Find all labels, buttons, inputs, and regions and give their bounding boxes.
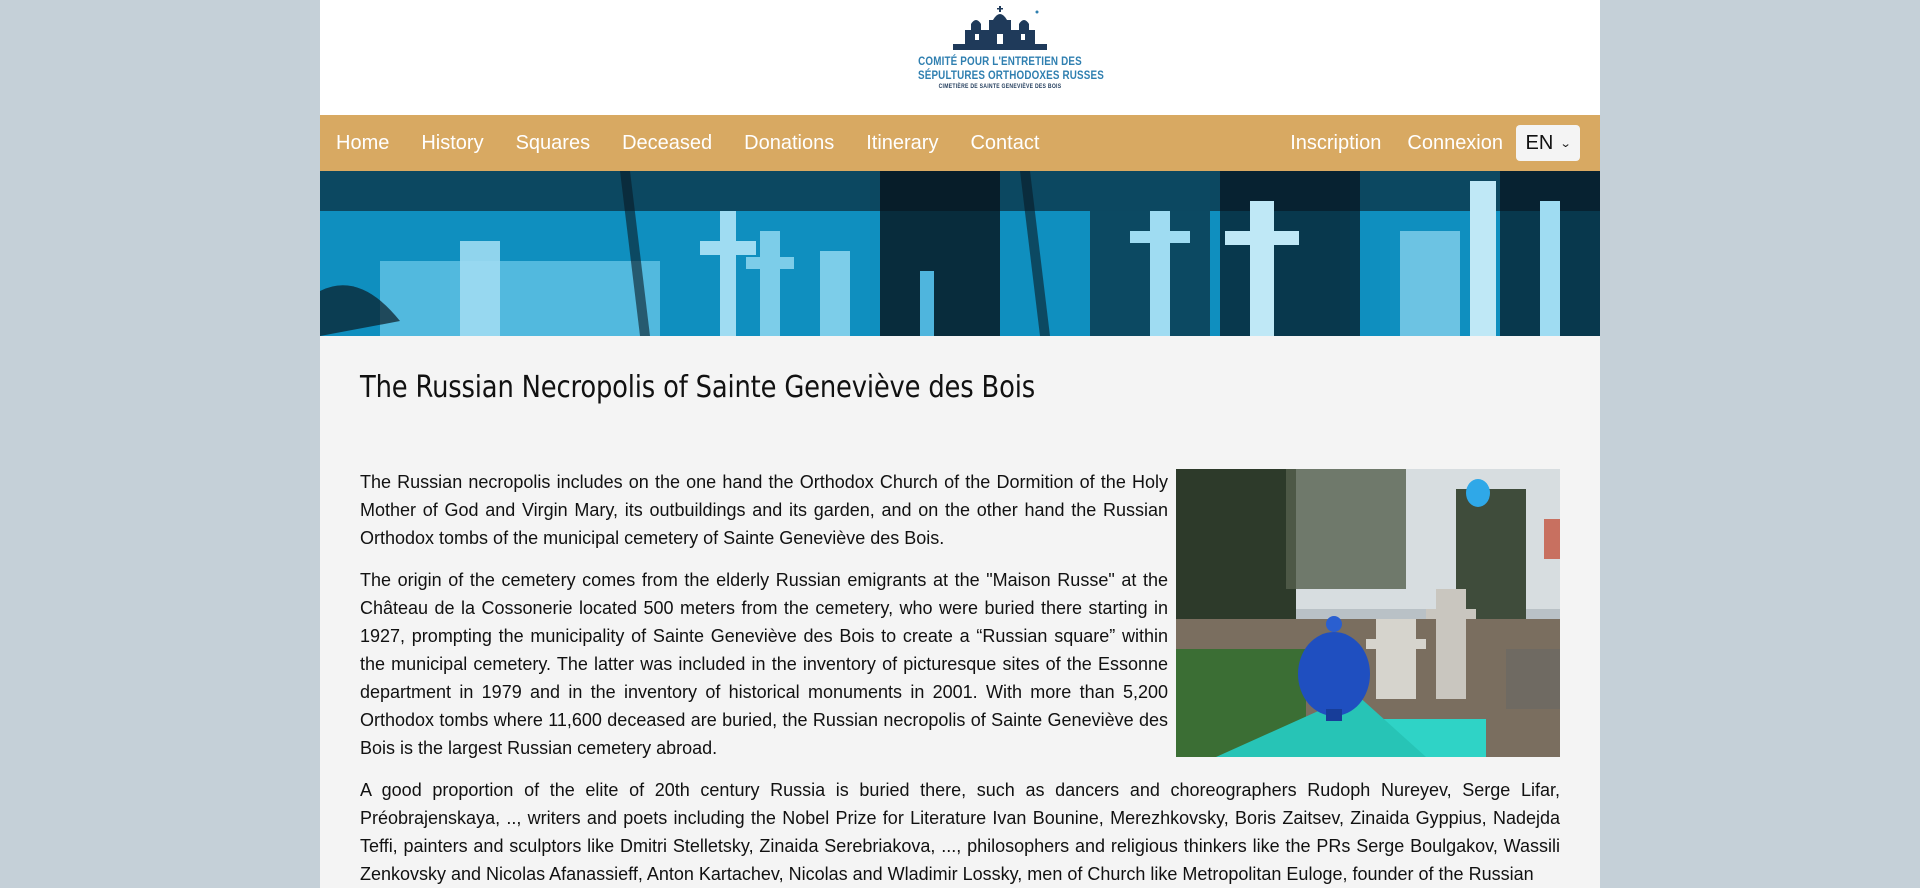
nav-main-links bbox=[320, 115, 1055, 171]
nav-link-history[interactable]: History bbox=[421, 132, 484, 154]
page-title: The Russian Necropolis of Sainte Geneviève des Bois bbox=[360, 370, 1035, 405]
hero-banner-image bbox=[320, 171, 1600, 336]
page bbox=[320, 0, 1600, 888]
nav-link-deceased[interactable]: Deceased bbox=[622, 132, 713, 154]
logo-text-line1: COMITÉ POUR L'ENTRETIEN DES bbox=[918, 54, 1082, 68]
intro-paragraph: The Russian necropolis includes on the one hand the Orthodox Church of the Dormition of the Holy Mother of God and Virgin Mary, its outbuildings and its garden, and on the other hand the Russian Orthodox tombs of the municipal cemetery of Sainte Geneviève des Bois. bbox=[360, 472, 1168, 548]
language-select-value: EN bbox=[1525, 131, 1554, 154]
header bbox=[320, 0, 1600, 115]
notables-paragraph: A good proportion of the elite of 20th century Russia is buried there, such as dancers and choreographers Rudoph Nureyev, Serge Lifar, Préobrajenskaya, .., writers and poets including the Nobel Prize for Literature Ivan Bounine, Merezhkovsky, Boris Zaitsev, Zinaida Gyppius, Nadejda Teffi, painters and sculptors like Dmitri Stelletsky, Zinaida Serebriakova, ..., philosophers and religious thinkers like the PRs Serge Boulgakov, Wassili Zenkovsky and Nicolas Afanassieff, Anton Kartachev, Nicolas and Wladimir Lossky, men of Church like Metropolitan Euloge, founder of the Russian bbox=[360, 780, 1560, 884]
nav-link-donations[interactable]: Donations bbox=[744, 132, 835, 154]
nav-link-home[interactable]: Home bbox=[336, 132, 390, 154]
nav-account-links bbox=[1277, 115, 1580, 171]
chevron-down-icon: ⌄ bbox=[1559, 137, 1572, 150]
origin-paragraph: The origin of the cemetery comes from the elderly Russian emigrants at the "Maison Russe" at the Château de la Cossonerie located 500 meters from the cemetery, who were buried there starting in 1927, prompting the municipality of Sainte Geneviève des Bois to create a “Russian square” within the municipal cemetery. The latter was included in the inventory of picturesque sites of the Essonne department in 1979 and in the inventory of historical monuments in 2001. With more than 5,200 Orthodox tombs where 11,600 deceased are buried, the Russian necropolis of Sainte Geneviève des Bois is the largest Russian cemetery abroad. bbox=[360, 570, 1168, 758]
nav-link-inscription[interactable]: Inscription bbox=[1290, 132, 1382, 154]
church-logo-icon bbox=[945, 6, 1055, 54]
navbar bbox=[320, 115, 1600, 171]
logo-text-line2: SÉPULTURES ORTHODOXES RUSSES bbox=[918, 68, 1104, 82]
site-logo[interactable] bbox=[900, 6, 1104, 110]
nav-link-squares[interactable]: Squares bbox=[515, 132, 591, 154]
cemetery-photo bbox=[1176, 469, 1560, 757]
language-select[interactable] bbox=[1516, 125, 1580, 161]
logo-text-line3: CIMETIÈRE DE SAINTE GENEVIÈVE DES BOIS bbox=[938, 84, 1062, 90]
nav-link-connexion[interactable]: Connexion bbox=[1407, 132, 1503, 154]
nav-link-contact[interactable]: Contact bbox=[970, 132, 1040, 154]
nav-link-itinerary[interactable]: Itinerary bbox=[866, 132, 939, 154]
